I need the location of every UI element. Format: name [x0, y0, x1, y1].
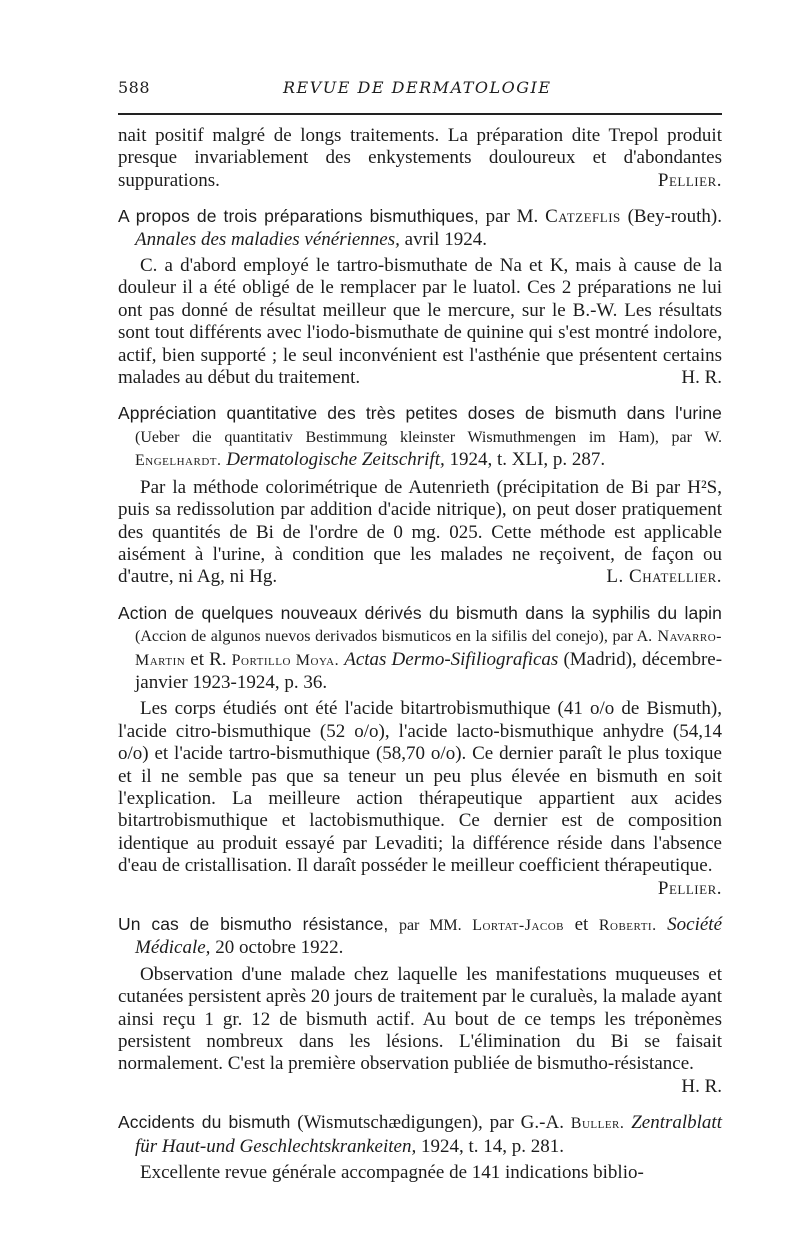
- article-3: [118, 602, 722, 900]
- article-and: et: [574, 914, 589, 935]
- article-title-line: [118, 1111, 722, 1158]
- article-original-title: (Ueber die quantitativ Bestimmung kleinster Wismuthmengen im Ham), par W.: [135, 428, 722, 446]
- review-text: Les corps étudiés ont été l'acide bitartrobismuthique (41 o/o de Bismuth), l'acide citro-bismuthique (52 o/o), l'acide lacto-bismuthique anhydre (54,14 o/o) et l'acide tartro-bismuthique (58,70 o/o). Ce dernier paraît le plus toxique et il ne semble pas que sa teneur un peu plus élevée en bismuth en soit l'explication. La meilleure action thérapeutique appartient aux acides bitartrobismuthique et lactobismuthique. Ce dernier est de composition identique au produit essayé par Levaditi; la différence réside dans l'absence d'eau de cristallisation. Il daraît posséder le meilleur coefficient thérapeutique.: [118, 698, 722, 877]
- article-by: par MM.: [398, 917, 462, 934]
- article-authors: Engelhardt.: [135, 452, 222, 470]
- article-by: par M.: [485, 206, 539, 228]
- intro-text: nait positif malgré de longs traitements. La préparation dite Trepol produit presque invariablement des enkystements douloureux et d'abondantes suppurations.: [118, 125, 722, 191]
- article-title-line: [118, 402, 722, 472]
- article-title: Appréciation quantitative des très petites doses de bismuth dans l'urine: [118, 403, 722, 424]
- article-original-title: (Accion de algunos nuevos derivados bismuticos en la sifilis del conejo), par A.: [135, 628, 653, 646]
- article-journal: Annales des maladies vénériennes,: [135, 228, 400, 250]
- article-review: [118, 255, 722, 389]
- journal-title: REVUE DE DERMATOLOGIE: [283, 78, 552, 97]
- article-authors-2: Roberti.: [598, 917, 657, 934]
- article-review: [118, 1162, 722, 1184]
- intro-paragraph: [118, 125, 722, 192]
- article-title: A propos de trois préparations bismuthiques,: [118, 206, 479, 227]
- review-text: Excellente revue générale accompagnée de 141 indications biblio-: [140, 1162, 644, 1184]
- article-date: 1924, t. 14, p. 281.: [420, 1135, 565, 1157]
- review-signature: H. R.: [681, 1075, 722, 1097]
- article-authors: Catzeflis: [545, 206, 621, 228]
- article-review: [118, 477, 722, 589]
- review-text: Observation d'une malade chez laquelle les manifestations muqueuses et cutanées persistent après 20 jours de traitement par le curaluès, la malade ayant ainsi reçu 1 gr. 12 de bismuth actif. Au bout de ce temps les tréponèmes persistent nombreux dans les lésions. L'élimination du Bi se faisait normalement. C'est la première observation publiée de bismutho-résistance.: [118, 963, 722, 1075]
- article-review: [118, 964, 722, 1098]
- review-text: Par la méthode colorimétrique de Autenrieth (précipitation de Bi par H²S, puis sa redissolution par addition d'acide nitrique), on peut doser pratiquement des quantités de Bi de l'ordre de 0 mg. 025. Cette méthode est applicable aisément à l'urine, à condition que les malades ne reçoivent, de façon ou d'autre, ni Ag, ni Hg.: [118, 476, 722, 588]
- article-title-line: [118, 205, 722, 251]
- intro-reviewer: Pellier.: [657, 169, 722, 191]
- article-authors: Navarro-Martin: [135, 628, 723, 669]
- page-body: [118, 125, 722, 1184]
- article-title: Accidents du bismuth: [118, 1112, 291, 1133]
- article-original-title: (Wismutschædigungen), par G.-A.: [297, 1112, 564, 1134]
- article-journal: Société Médicale,: [135, 914, 723, 959]
- article-authors: Buller.: [570, 1115, 625, 1133]
- article-title: Action de quelques nouveaux dérivés du bismuth dans la syphilis du lapin: [118, 602, 722, 623]
- article-date: 1924, t. XLI, p. 287.: [449, 449, 606, 471]
- article-review: [118, 698, 722, 900]
- review-signature: Pellier.: [657, 877, 722, 899]
- page-number: 588: [118, 78, 151, 97]
- article-journal: Dermatologische Zeitschrift,: [226, 449, 445, 471]
- article-authors-2: Portillo Moya.: [231, 651, 340, 669]
- article-title: Un cas de bismutho résistance,: [118, 914, 389, 934]
- article-5: [118, 1111, 722, 1184]
- article-date: (Madrid), décembre-janvier 1923-1924, p. 36.: [135, 648, 723, 693]
- article-journal: Actas Dermo-Sifiliograficas: [344, 648, 559, 670]
- article-authors: Lortat-Jacob: [472, 917, 565, 934]
- article-1: [118, 205, 722, 389]
- article-title-line: [118, 913, 722, 960]
- article-date: 20 octobre 1922.: [215, 937, 344, 959]
- article-2: [118, 402, 722, 588]
- review-text: C. a d'abord employé le tartro-bismuthate de Na et K, mais à cause de la douleur il a été obligé de le remplacer par le luatol. Ces 2 préparations ne lui ont pas donné de résultat meilleur que le mercure, sur le B.-W. Les résultats sont tout différents avec l'iodo-bismuthate de quinine qui s'est montré indolore, actif, bien supporté ; le seul inconvénient est l'asthénie que présentent certains malades au début du traitement.: [118, 255, 722, 389]
- review-signature: L. Chatellier.: [606, 566, 722, 588]
- article-4: [118, 913, 722, 1098]
- review-signature: H. R.: [681, 367, 722, 389]
- article-and: et R.: [190, 648, 227, 670]
- article-date: avril 1924.: [404, 228, 487, 250]
- article-title-line: [118, 602, 722, 695]
- article-journal: Zentralblatt für Haut-und Geschlechtskrankeiten,: [135, 1112, 722, 1157]
- header-rule: [118, 113, 722, 115]
- article-affiliation: (Bey-routh).: [627, 206, 723, 228]
- running-header: [118, 78, 722, 106]
